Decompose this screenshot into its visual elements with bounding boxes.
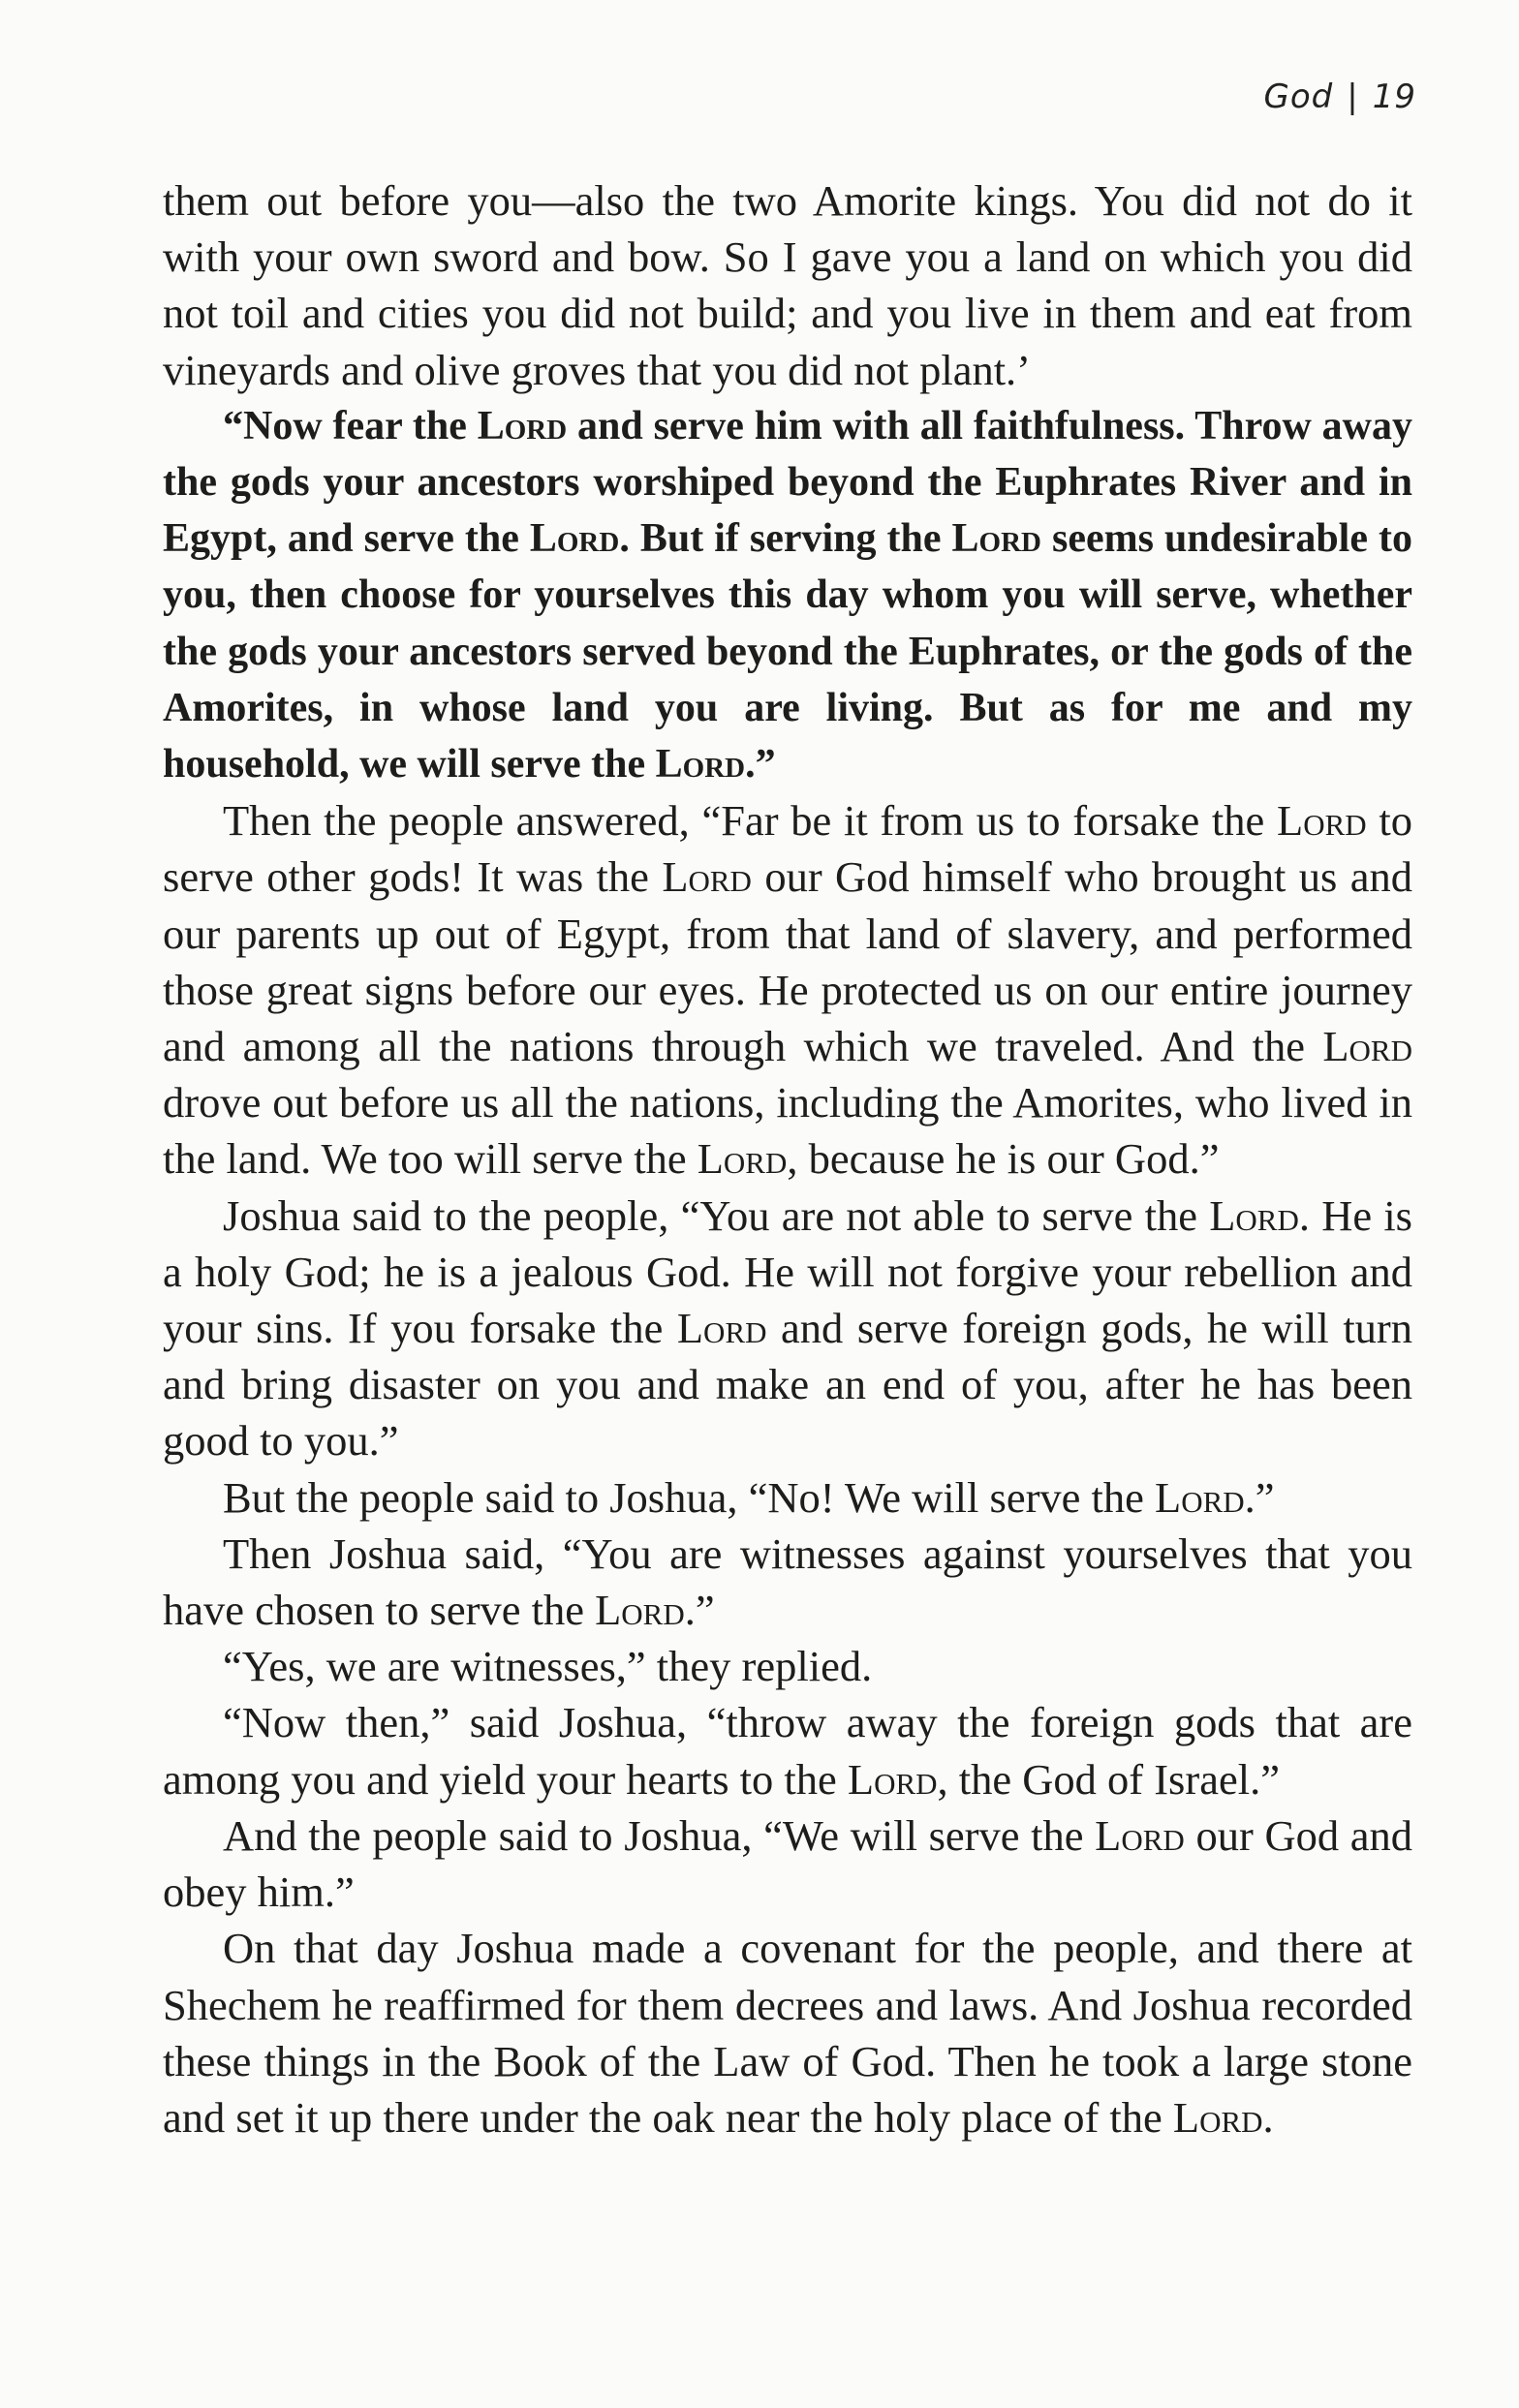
paragraph: “Now fear the Lord and serve him with all faithfulness. Throw away the gods your ancestors worshiped beyond the Euphrates River and in Egypt, and serve the Lord. But if serving the Lord seems undesirable to you, then choose for yourselves this day whom you will serve, whether the gods your ancestors served beyond the Euphrates, or the gods of the Amorites, in whose land you are living. But as for me and my household, we will serve the Lord.” — [163, 403, 1412, 787]
paragraph: Then the people answered, “Far be it from us to forsake the Lord to serve other gods! It was the Lord our God himself who brought us and our parents up out of Egypt, from that land of slavery, and performed those great signs before our eyes. He protected us on our entire journey and among all the nations through which we traveled. And the Lord drove out before us all the nations, including the Amorites, who lived in the land. We too will serve the Lord, because he is our God.” — [163, 796, 1413, 1184]
paragraph: And the people said to Joshua, “We will serve the Lord our God and obey him.” — [163, 1810, 1412, 1917]
lord-small-caps: Lord — [1277, 796, 1367, 846]
lord-small-caps: Lord — [1095, 1810, 1185, 1860]
paragraph: Joshua said to the people, “You are not able to serve the Lord. He is a holy God; he is a jealous God. He will not forgive your rebellion and your sins. If you forsake the Lord and serve foreign gods, he will turn and bring disaster on you and make an end of you, after he has been good to you.” — [163, 1190, 1413, 1466]
running-head-separator: | — [1347, 77, 1359, 116]
lord-small-caps: Lord — [1172, 2092, 1263, 2142]
lord-small-caps: Lord — [477, 403, 568, 448]
lord-small-caps: Lord — [1209, 1190, 1299, 1240]
paragraph: But the people said to Joshua, “No! We will serve the Lord.” — [223, 1472, 1275, 1522]
lord-small-caps: Lord — [529, 516, 620, 562]
running-head — [1264, 77, 1416, 116]
lord-small-caps: Lord — [676, 1304, 767, 1353]
paragraph: On that day Joshua made a covenant for the people, and there at Shechem he reaffirmed for them decrees and laws. And Joshua recorded these things in the Book of the Law of God. Then he took a large stone and set it up there under the oak near the holy place of the Lord. — [163, 1924, 1412, 2142]
lord-small-caps: Lord — [655, 742, 746, 787]
lord-small-caps: Lord — [1322, 1022, 1412, 1071]
paragraph: “Now then,” said Joshua, “throw away the foreign gods that are among you and yield your hearts to the Lord, the God of Israel.” — [163, 1698, 1412, 1804]
lord-small-caps: Lord — [662, 852, 752, 902]
running-head-section: God — [1263, 77, 1334, 116]
lord-small-caps: Lord — [595, 1586, 685, 1635]
paragraph: them out before you—also the two Amorite kings. You did not do it with your own sword and bow. So I gave you a land on which you did not toil and cities you did not build; and you live in them and eat from vineyards and olive groves that you did not plant.’ — [163, 176, 1412, 394]
paragraph: “Yes, we are witnesses,” they replied. — [223, 1642, 873, 1691]
lord-small-caps: Lord — [951, 516, 1041, 562]
page-number: 19 — [1372, 77, 1416, 116]
lord-small-caps: Lord — [1155, 1472, 1245, 1522]
lord-small-caps: Lord — [697, 1134, 788, 1184]
body-text — [163, 172, 1412, 2146]
lord-small-caps: Lord — [847, 1754, 938, 1804]
paragraph: Then Joshua said, “You are witnesses against yourselves that you have chosen to serve the Lord.” — [163, 1528, 1412, 1635]
